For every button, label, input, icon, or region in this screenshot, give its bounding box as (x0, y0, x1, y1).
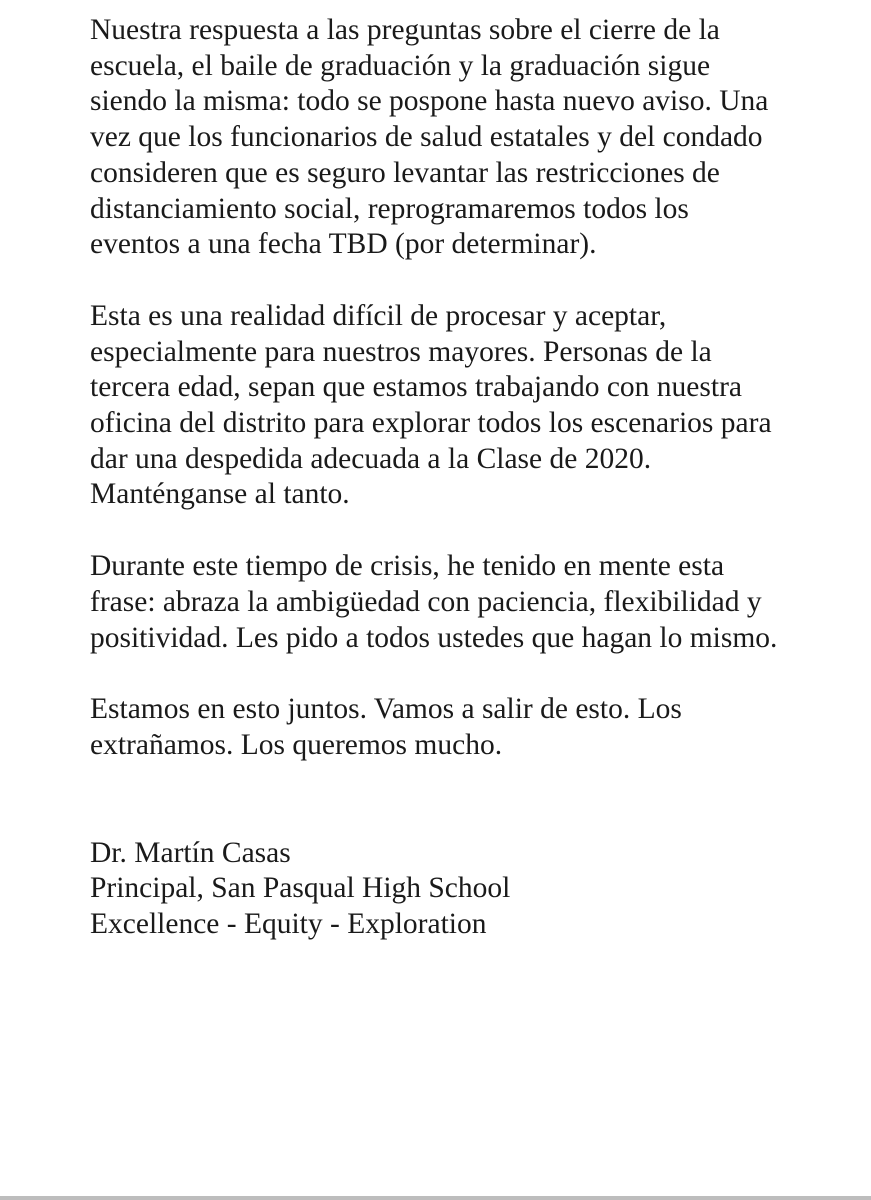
signature-block (90, 836, 850, 943)
text-line: dar una despedida adecuada a la Clase de 2020. (90, 442, 652, 475)
text-line: positividad. Les pido a todos ustedes que hagan lo mismo. (90, 621, 778, 654)
signature-name: Dr. Martín Casas (90, 836, 291, 869)
text-line: frase: abraza la ambigüedad con paciencia, flexibilidad y (90, 585, 762, 618)
text-line: consideren que es seguro levantar las restricciones de (90, 156, 720, 189)
paragraph-spacer (90, 263, 850, 299)
text-line: Esta es una realidad difícil de procesar y aceptar, (90, 299, 667, 332)
text-line: vez que los funcionarios de salud estatales y del condado (90, 121, 763, 154)
text-line: especialmente para nuestros mayores. Personas de la (90, 335, 712, 368)
paragraph-crisis-phrase (90, 549, 850, 656)
signature-motto: Excellence - Equity - Exploration (90, 908, 487, 941)
text-line: oficina del distrito para explorar todos los escenarios para (90, 407, 772, 440)
text-line: extrañamos. Los queremos mucho. (90, 728, 503, 761)
text-line: siendo la misma: todo se pospone hasta nuevo aviso. Una (90, 85, 769, 118)
text-line: eventos a una fecha TBD (por determinar). (90, 228, 597, 261)
text-line: tercera edad, sepan que estamos trabajando con nuestra (90, 371, 742, 404)
text-line: Durante este tiempo de crisis, he tenido en mente esta (90, 550, 725, 583)
text-line: Manténganse al tanto. (90, 478, 350, 511)
bottom-divider (0, 1196, 871, 1200)
paragraph-spacer (90, 656, 850, 692)
signature-spacer (90, 764, 850, 836)
paragraph-school-closure (90, 13, 850, 263)
paragraph-spacer (90, 513, 850, 549)
text-line: Estamos en esto juntos. Vamos a salir de esto. Los (90, 693, 682, 726)
letter-body (90, 13, 850, 943)
text-line: Nuestra respuesta a las preguntas sobre el cierre de la (90, 14, 720, 46)
text-line: distanciamiento social, reprogramaremos todos los (90, 192, 689, 225)
text-line: escuela, el baile de graduación y la graduación sigue (90, 49, 711, 82)
paragraph-seniors (90, 299, 850, 513)
signature-title: Principal, San Pasqual High School (90, 872, 511, 905)
paragraph-closing (90, 692, 850, 763)
